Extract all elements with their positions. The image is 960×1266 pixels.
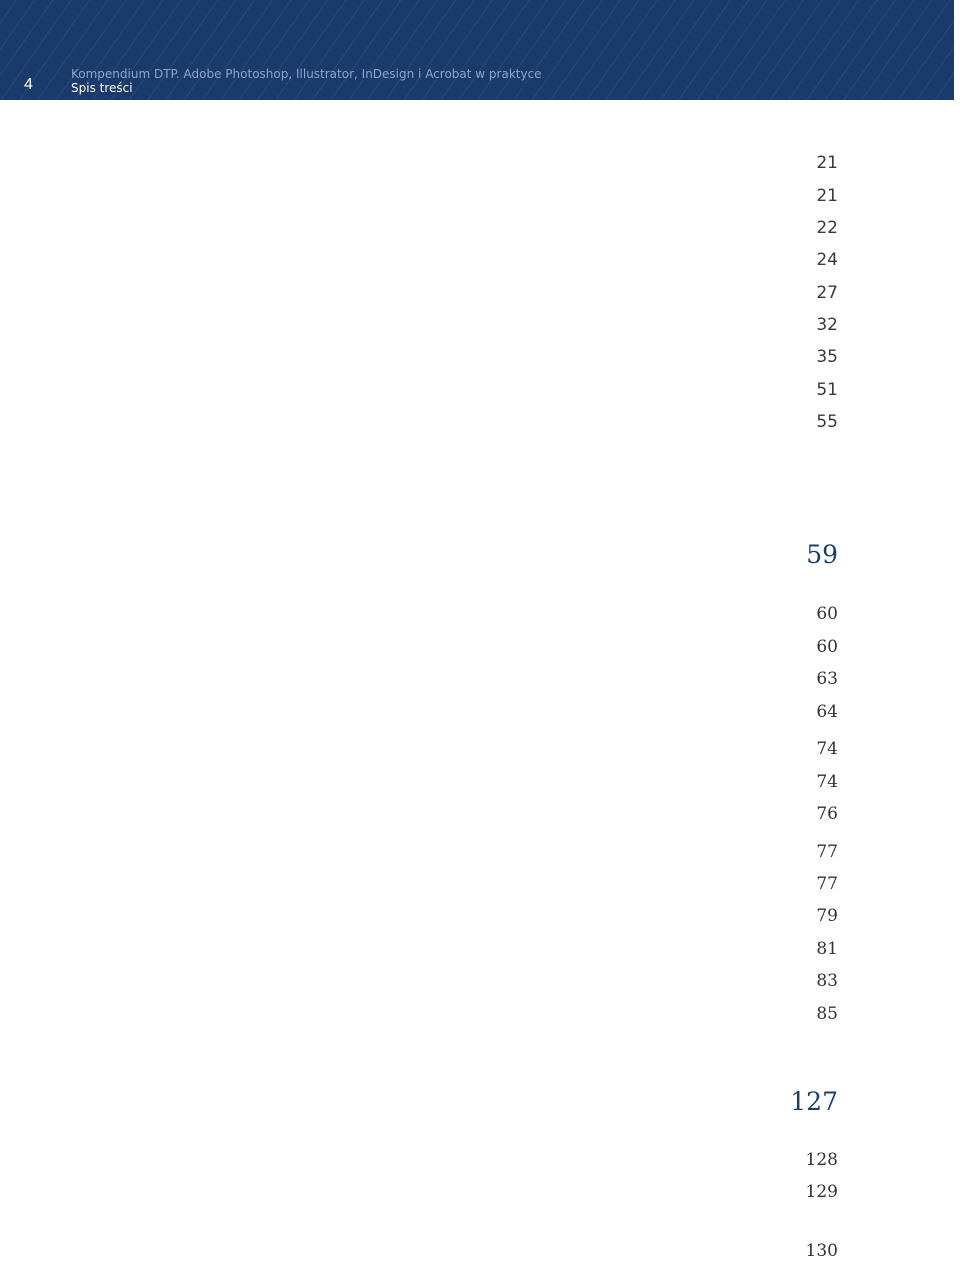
- toc-entry-page: 21: [816, 153, 838, 173]
- toc-entry-page: 51: [816, 380, 838, 400]
- toc-entry-page: 77: [816, 842, 838, 862]
- chapter-page: 127: [790, 1087, 838, 1116]
- toc-entry-page: 55: [816, 412, 838, 432]
- toc-entry-page: 63: [816, 669, 838, 689]
- toc-entry-page: 32: [816, 315, 838, 335]
- toc-entry-page: 129: [805, 1182, 838, 1202]
- toc-entry-page: 64: [816, 702, 838, 722]
- page-number: 4: [24, 76, 33, 93]
- toc-entry-page: 27: [816, 283, 838, 303]
- toc-entry-page: 74: [816, 772, 838, 792]
- toc-entry-page: 79: [816, 906, 838, 926]
- toc-entry-page: 83: [816, 971, 838, 991]
- toc-entry-page: 74: [816, 739, 838, 759]
- section-title: Spis treści: [71, 81, 133, 95]
- toc-entry-page: 22: [816, 218, 838, 238]
- toc-entry-page: 85: [816, 1004, 838, 1024]
- toc-entry-page: 60: [816, 604, 838, 624]
- toc-entry-page: 60: [816, 637, 838, 657]
- toc-entry-page: 130: [805, 1241, 838, 1261]
- toc-entry-page: 128: [805, 1150, 838, 1170]
- toc-entry-page: 81: [816, 939, 838, 959]
- toc-entry-page: 76: [816, 804, 838, 824]
- toc-entry-page: 35: [816, 347, 838, 367]
- toc-entry-page: 21: [816, 186, 838, 206]
- chapter-page: 59: [806, 540, 838, 569]
- toc-entry-page: 24: [816, 250, 838, 270]
- toc-entry-page: 77: [816, 874, 838, 894]
- book-title: Kompendium DTP. Adobe Photoshop, Illustrator, InDesign i Acrobat w praktyce: [71, 67, 542, 81]
